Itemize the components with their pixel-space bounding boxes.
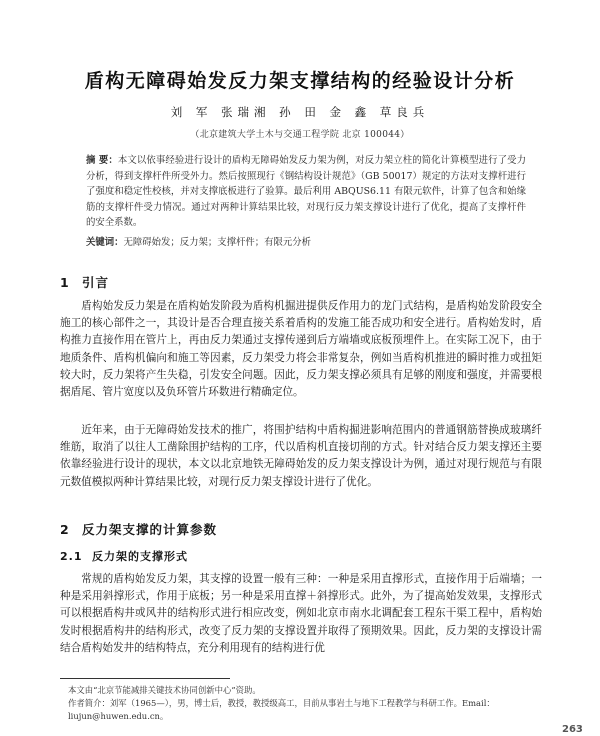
paper-title: 盾构无障碍始发反力架支撑结构的经验设计分析 <box>84 70 516 92</box>
keywords-text: 无障碍始发；反力架；支撑杆件；有限元分析 <box>123 237 312 248</box>
subsection-2-1-number: 2.1 <box>60 550 83 563</box>
keywords-label: 关键词： <box>86 237 124 248</box>
abstract-text: 本文以依事经验进行设计的盾构无障碍始发反力架为例，对反力架立柱的简化计算模型进行了受力分析，得到支撑杆件所受外力。然后按照现行《钢结构设计规范》（GB 50017）规定的方法对支撑杆进行了强度和稳定性校核，并对支撑底板进行了验算。最后利用 ABQUS6.11 有限元软件，计算了包含和始缘筋的支撑杆件受力情况。通过对两种计算结果比较，对现行反力架支撑设计进行了优化，提高了支撑杆件的安全系数。 <box>86 155 526 229</box>
section-2-number: 2 <box>60 522 70 537</box>
subsection-2-1-heading <box>60 548 188 564</box>
footnote-author-bio: 作者简介：刘军（1965—），男，博士后，教授，教授级高工，目前从事岩土与地下工程教学与科研工作。Email：liujun@huwen.edu.cn。 <box>68 698 495 721</box>
intro-paragraph-1: 盾构始发反力架是在盾构始发阶段为盾构机掘进提供反作用力的龙门式结构，是盾构始发阶段安全施工的核心部件之一，其设计是否合理直接关系着盾构的发施工能否成功和安全进行。盾构始发时，盾构推力直接作用在管片上，再由反力架通过支撑传递到后方端墙或底板预埋件上。在实际工况下，由于地质条件、盾构机偏向和施工等因素，反力架受力将会非常复杂，例如当盾构机推进的瞬时推力或扭矩较大时，反力架将产生失稳，引发安全问题。因此，反力架支撑必须具有足够的刚度和强度，并需要根据盾尾、管片宽度以及负环管片环数进行精确定位。 <box>60 300 542 399</box>
section-2-title: 反力架支撑的计算参数 <box>82 522 218 537</box>
section-2-heading <box>60 520 217 538</box>
author-list: 刘 军 张瑞湘 孙 田 金 鑫 草良兵 <box>170 105 430 119</box>
abstract <box>86 153 526 231</box>
abstract-label: 摘 要： <box>86 155 118 166</box>
support-form-paragraph: 常规的盾构始发反力架，其支撑的设置一般有三种：一种是采用直撑形式，直接作用于后端墙；一种是采用斜撑形式，作用于底板；另一种是采用直撑＋斜撑形式。此外，为了提高始发效果，支撑形式可以根据盾构井或风井的结构形式进行相应改变，例如北京市南水北调配套工程东干渠工程中，盾构始发时根据盾构井的结构形式，改变了反力架的支撑设置并取得了预期效果。因此，反力架的支撑设计需结合盾构始发井的结构特点，充分利用现有的结构进行优 <box>60 573 542 654</box>
section-1-title: 引言 <box>82 275 110 290</box>
section-1-number: 1 <box>60 275 70 290</box>
keywords <box>86 236 526 250</box>
section-1-heading <box>60 273 109 291</box>
intro-paragraph-2: 近年来，由于无障碍始发技术的推广，将围护结构中盾构掘进影响范围内的普通钢筋替换成玻璃纤维筋，取消了以往人工凿除围护结构的工序，代以盾构机直接切削的方式。针对结合反力架支撑还主要依靠经验进行设计的现状，本文以北京地铁无障碍始发的反力架支撑设计为例，通过对现行规范与有限元数值模拟两种计算结果比较，对现行反力架支撑设计进行了优化。 <box>60 424 542 488</box>
footnote-rule <box>60 678 230 679</box>
subsection-2-1-title: 反力架的支撑形式 <box>92 550 188 563</box>
page-number: 263 <box>562 724 583 735</box>
footnote-funding: 本文由“北京节能减排关键技术协同创新中心”资助。 <box>68 685 261 695</box>
affiliation: （北京建筑大学土木与交通工程学院 北京 100044） <box>190 130 410 140</box>
